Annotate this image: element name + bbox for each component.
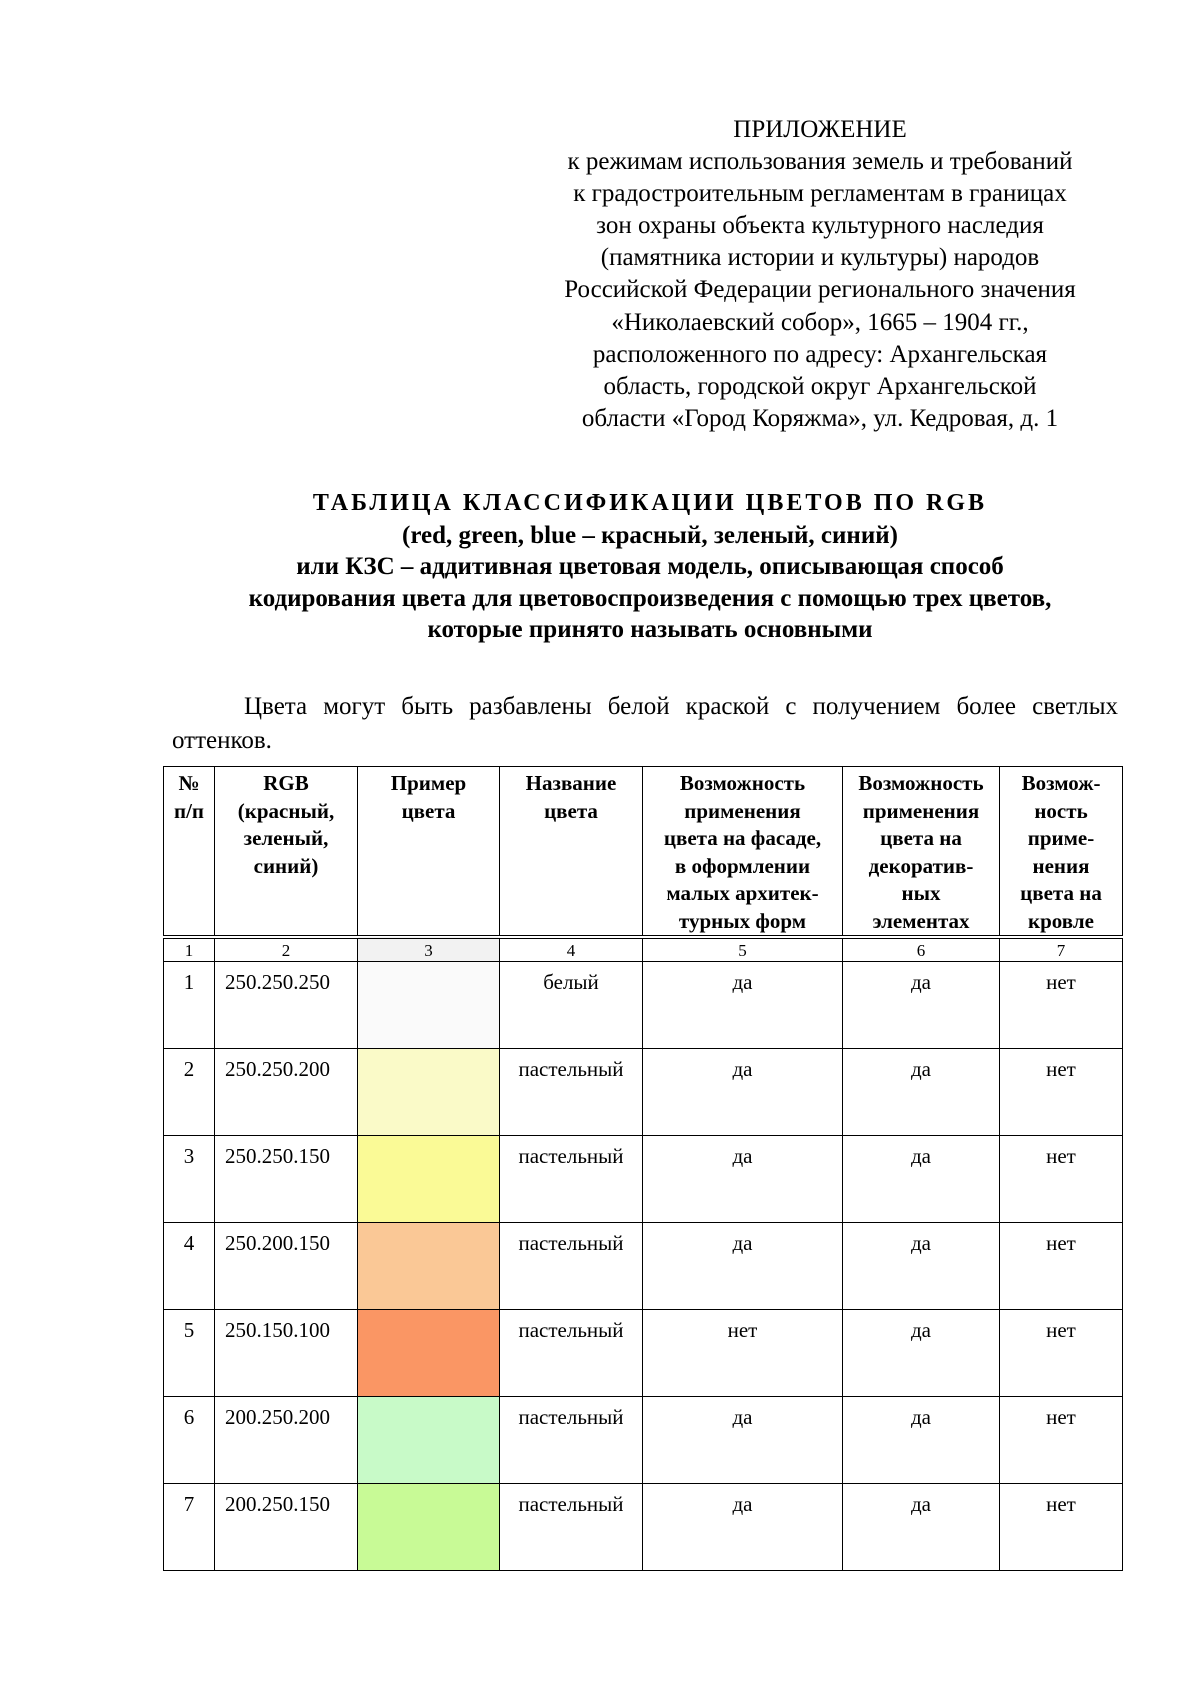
table-row: [164, 1397, 1123, 1484]
header-roof: Возмож- ность приме- нения цвета на кровле: [1000, 767, 1123, 938]
cell-decor: да: [843, 1049, 1000, 1136]
table-row: [164, 1484, 1123, 1571]
column-number: 1: [164, 937, 215, 962]
appendix-line: зон охраны объекта культурного наследия: [596, 212, 1044, 240]
cell-roof: нет: [1000, 962, 1123, 1049]
table-row: [164, 1310, 1123, 1397]
column-number: 4: [500, 937, 643, 962]
cell-facade: да: [643, 962, 843, 1049]
column-number: 7: [1000, 937, 1123, 962]
table-row: [164, 962, 1123, 1049]
cell-rgb: 250.250.150: [215, 1136, 358, 1223]
appendix-line: ПРИЛОЖЕНИЕ: [733, 116, 907, 143]
header-sample: Пример цвета: [358, 767, 500, 938]
title-line: (red, green, blue – красный, зеленый, синий): [402, 521, 898, 549]
column-number: 5: [643, 937, 843, 962]
cell-facade: да: [643, 1136, 843, 1223]
cell-roof: нет: [1000, 1397, 1123, 1484]
appendix-line: (памятника истории и культуры) народов: [600, 244, 1040, 272]
color-swatch: [358, 1136, 500, 1223]
cell-facade: да: [643, 1049, 843, 1136]
color-swatch: [358, 962, 500, 1049]
cell-color-name: пастельный: [500, 1223, 643, 1310]
cell-rgb: 200.250.150: [215, 1484, 358, 1571]
column-number: 2: [215, 937, 358, 962]
color-swatch: [358, 1397, 500, 1484]
header-name: Название цвета: [500, 767, 643, 938]
column-number: 6: [843, 937, 1000, 962]
cell-color-name: пастельный: [500, 1049, 643, 1136]
cell-rgb: 250.150.100: [215, 1310, 358, 1397]
color-swatch: [358, 1049, 500, 1136]
table-row: [164, 1049, 1123, 1136]
cell-decor: да: [843, 1223, 1000, 1310]
note-text: Цвета могут быть разбавлены белой краской с получением более светлых оттенков.: [172, 693, 1118, 754]
cell-decor: да: [843, 1484, 1000, 1571]
appendix-line: расположенного по адресу: Архангельская: [592, 340, 1048, 368]
cell-decor: да: [843, 1397, 1000, 1484]
title-line: ТАБЛИЦА КЛАССИФИКАЦИИ ЦВЕТОВ ПО RGB: [312, 490, 988, 516]
appendix-line: область, городской округ Архангельской: [603, 372, 1037, 400]
table-row: [164, 1223, 1123, 1310]
cell-number: 4: [164, 1223, 215, 1310]
appendix-line: к режимам использования земель и требований: [567, 148, 1073, 176]
note-paragraph: [172, 690, 1118, 758]
cell-number: 6: [164, 1397, 215, 1484]
cell-rgb: 250.250.200: [215, 1049, 358, 1136]
cell-decor: да: [843, 1310, 1000, 1397]
cell-number: 7: [164, 1484, 215, 1571]
cell-rgb: 250.250.250: [215, 962, 358, 1049]
color-swatch: [358, 1484, 500, 1571]
cell-roof: нет: [1000, 1049, 1123, 1136]
cell-number: 5: [164, 1310, 215, 1397]
document-title: [150, 488, 1150, 646]
rgb-color-table: [163, 766, 1123, 1571]
cell-roof: нет: [1000, 1136, 1123, 1223]
cell-color-name: пастельный: [500, 1397, 643, 1484]
header-rgb: RGB (красный, зеленый, синий): [215, 767, 358, 938]
cell-facade: да: [643, 1223, 843, 1310]
cell-facade: нет: [643, 1310, 843, 1397]
color-swatch: [358, 1223, 500, 1310]
cell-facade: да: [643, 1397, 843, 1484]
cell-decor: да: [843, 1136, 1000, 1223]
cell-number: 2: [164, 1049, 215, 1136]
appendix-line: к градостроительным регламентам в границах: [573, 180, 1067, 208]
cell-rgb: 250.200.150: [215, 1223, 358, 1310]
title-line: кодирования цвета для цветовоспроизведения с помощью трех цветов,: [248, 584, 1052, 612]
header-facade: Возможность применения цвета на фасаде, в оформлении малых архитек- турных форм: [643, 767, 843, 938]
title-line: которые принято называть основными: [427, 616, 873, 644]
color-swatch: [358, 1310, 500, 1397]
cell-color-name: пастельный: [500, 1484, 643, 1571]
table-row: [164, 1136, 1123, 1223]
table-header-row: [164, 767, 1123, 938]
cell-roof: нет: [1000, 1310, 1123, 1397]
appendix-line: области «Город Коряжма», ул. Кедровая, д. 1: [581, 404, 1059, 432]
appendix-header: [520, 114, 1120, 435]
cell-number: 3: [164, 1136, 215, 1223]
cell-roof: нет: [1000, 1223, 1123, 1310]
cell-color-name: пастельный: [500, 1136, 643, 1223]
cell-roof: нет: [1000, 1484, 1123, 1571]
appendix-line: «Николаевский собор», 1665 – 1904 гг.,: [611, 308, 1029, 336]
cell-facade: да: [643, 1484, 843, 1571]
column-number: 3: [358, 937, 500, 962]
cell-color-name: белый: [500, 962, 643, 1049]
cell-number: 1: [164, 962, 215, 1049]
column-number-row: [164, 937, 1123, 962]
title-line: или КЗС – аддитивная цветовая модель, описывающая способ: [296, 553, 1004, 581]
cell-rgb: 200.250.200: [215, 1397, 358, 1484]
cell-decor: да: [843, 962, 1000, 1049]
header-decor: Возможность применения цвета на декоратив- ных элементах: [843, 767, 1000, 938]
appendix-line: Российской Федерации регионального значения: [564, 276, 1076, 304]
cell-color-name: пастельный: [500, 1310, 643, 1397]
header-number: № п/п: [164, 767, 215, 938]
